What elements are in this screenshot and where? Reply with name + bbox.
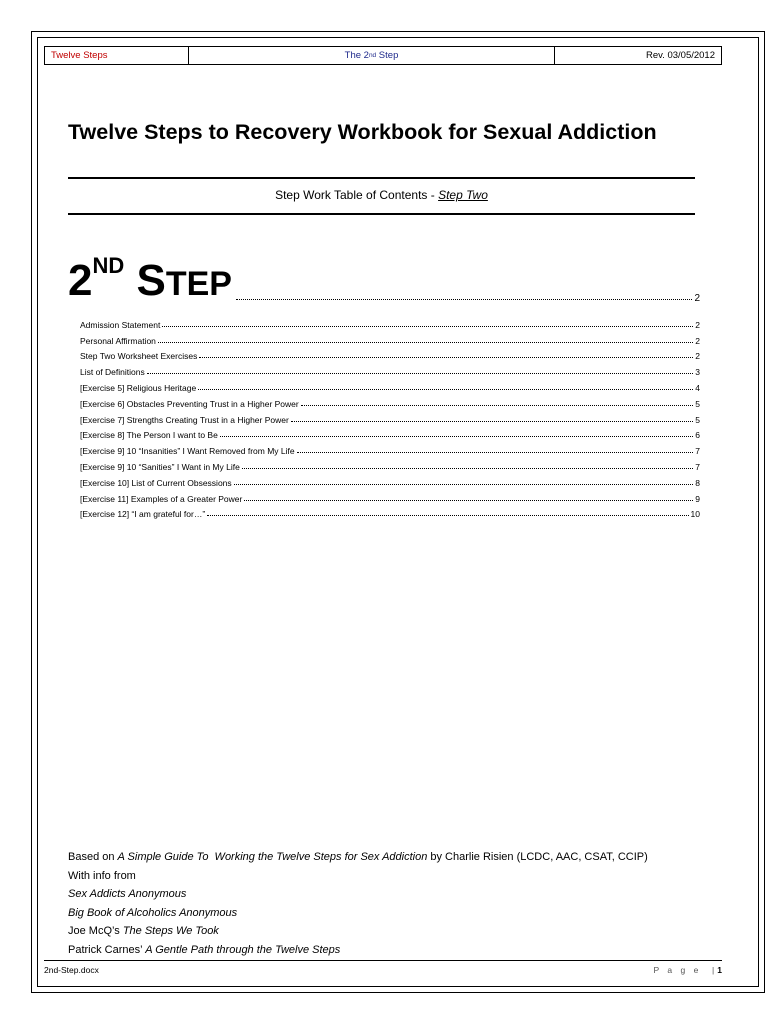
toc-entry-page: 7 xyxy=(695,446,700,457)
toc-entry-text: Admission Statement xyxy=(80,319,161,330)
toc-entry-page: 6 xyxy=(695,430,700,441)
toc-entry[interactable] xyxy=(80,488,700,504)
toc-entry[interactable] xyxy=(80,504,700,520)
step-heading-entry[interactable] xyxy=(68,244,700,306)
toc-entry-page: 2 xyxy=(695,319,700,330)
credit-line: Sex Addicts Anonymous xyxy=(68,888,187,900)
credit-line: Joe McQ’s The Steps We Took xyxy=(68,925,219,937)
dot-leader xyxy=(244,500,693,501)
credits xyxy=(68,848,648,959)
divider-bottom xyxy=(68,213,695,215)
credit-line: Big Book of Alcoholics Anonymous xyxy=(68,906,238,919)
toc-entry-text: Step Two Worksheet Exercises xyxy=(80,351,198,362)
toc-entry-text: [Exercise 11] Examples of a Greater Power xyxy=(80,493,243,504)
toc-entry[interactable] xyxy=(80,472,700,488)
toc-entry-text: List of Definitions xyxy=(80,367,145,378)
step-heading: 2ND STEP xyxy=(68,253,232,305)
toc-entry-text: [Exercise 10] List of Current Obsessions xyxy=(80,477,232,488)
dot-leader xyxy=(220,436,693,437)
toc-entry-page: 3 xyxy=(695,367,700,378)
dot-leader xyxy=(242,468,693,469)
dot-leader xyxy=(198,389,693,390)
header-left: Twelve Steps xyxy=(45,47,189,64)
toc-entry[interactable] xyxy=(80,409,700,425)
toc-entry-page: 2 xyxy=(695,351,700,362)
toc-entry-text: [Exercise 8] The Person I want to Be xyxy=(80,430,218,441)
toc-entry-page: 8 xyxy=(695,477,700,488)
footer-filename: 2nd-Step.docx xyxy=(44,965,99,975)
toc-entry-text: Personal Affirmation xyxy=(80,335,156,346)
page-footer xyxy=(44,960,722,979)
dot-leader xyxy=(234,484,694,485)
toc-entry-text: [Exercise 9] 10 “Insanities” I Want Removed from My Life xyxy=(80,446,295,457)
dot-leader xyxy=(147,373,694,374)
toc-entry[interactable] xyxy=(80,440,700,456)
toc-entry-page: 10 xyxy=(690,509,700,520)
dot-leader xyxy=(291,421,693,422)
toc-entry-text: [Exercise 7] Strengths Creating Trust in a Higher Power xyxy=(80,414,289,425)
toc-entry-page: 2 xyxy=(695,335,700,346)
toc-entry[interactable] xyxy=(80,361,700,377)
dot-leader xyxy=(199,357,693,358)
page-header xyxy=(44,46,722,65)
credit-line: Patrick Carnes’ A Gentle Path through the Twelve Steps xyxy=(68,943,341,956)
toc-entry-page: 5 xyxy=(695,398,700,409)
dot-leader xyxy=(207,515,688,516)
credit-line: With info from xyxy=(68,869,136,882)
toc-heading: Step Work Table of Contents - Step Two xyxy=(275,188,488,202)
dot-leader xyxy=(236,298,692,300)
toc-entry-page: 9 xyxy=(695,493,700,504)
header-right: Rev. 03/05/2012 xyxy=(645,50,715,61)
header-center: The 2 nd Step xyxy=(189,47,555,64)
toc-entry-text: [Exercise 6] Obstacles Preventing Trust in a Higher Power xyxy=(80,398,299,409)
page-number: 2 xyxy=(694,293,700,304)
dot-leader xyxy=(158,342,693,343)
toc-entry[interactable] xyxy=(80,377,700,393)
footer-page: P a g e |1 xyxy=(653,965,722,975)
toc-entry[interactable] xyxy=(80,393,700,409)
toc-entry[interactable] xyxy=(80,346,700,362)
dot-leader xyxy=(301,405,694,406)
dot-leader xyxy=(162,326,693,327)
dot-leader xyxy=(297,452,694,453)
toc-list xyxy=(80,314,700,519)
toc-entry[interactable] xyxy=(80,456,700,472)
toc-entry-page: 7 xyxy=(695,461,700,472)
divider-top xyxy=(68,177,695,179)
toc-entry[interactable] xyxy=(80,314,700,330)
document-title: Twelve Steps to Recovery Workbook for Sexual Addiction xyxy=(68,120,657,144)
toc-entry[interactable] xyxy=(80,425,700,441)
credit-line: Based on A Simple Guide To Working the Twelve Steps for Sex Addiction by Charlie Risien (LCDC, AAC, CSAT, CCIP) xyxy=(68,851,648,863)
toc-entry-text: [Exercise 5] Religious Heritage xyxy=(80,382,197,393)
toc-entry[interactable] xyxy=(80,330,700,346)
toc-entry-text: [Exercise 12] “I am grateful for…” xyxy=(80,509,206,520)
toc-entry-page: 4 xyxy=(695,382,700,393)
toc-entry-text: [Exercise 9] 10 “Sanities” I Want in My Life xyxy=(80,461,240,472)
toc-entry-page: 5 xyxy=(695,414,700,425)
